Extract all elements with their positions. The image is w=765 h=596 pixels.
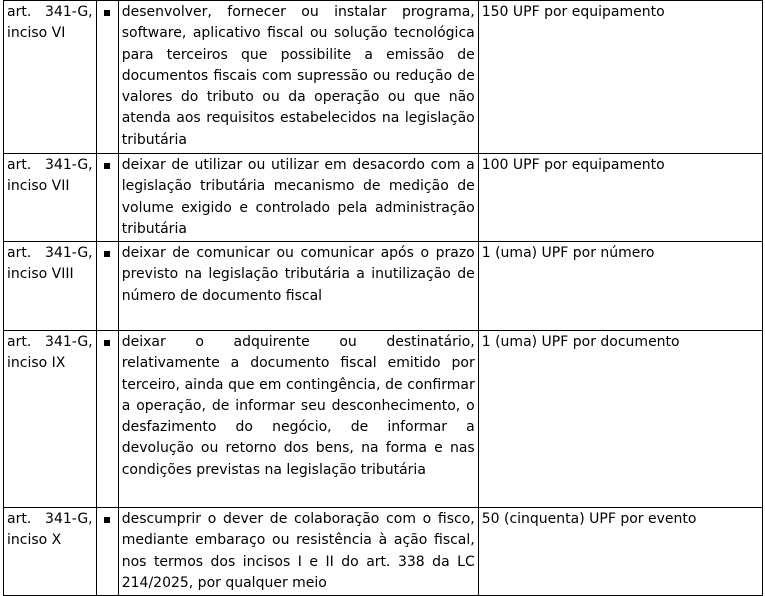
table-row: [4, 154, 763, 242]
square-bullet-icon: [104, 340, 110, 346]
bullet-cell: [96, 242, 118, 331]
square-bullet-icon: [104, 517, 110, 523]
penalty-value: 150 UPF por equipamento: [478, 1, 762, 154]
penalty-value: 100 UPF por equipamento: [478, 154, 762, 242]
article-reference: art. 341-G,: [7, 157, 93, 173]
inciso-reference: inciso VIII: [7, 266, 74, 283]
table-row: [4, 1, 763, 154]
bullet-cell: [96, 508, 118, 596]
penalty-value: 1 (uma) UPF por número: [478, 242, 762, 331]
square-bullet-icon: [104, 251, 110, 257]
square-bullet-icon: [104, 163, 110, 169]
infraction-description: descumprir o dever de colaboração com o fisco, mediante embaraço ou resistência à ação fiscal, nos termos dos incisos I e II do art. 338 da LC 214/2025, por qualquer meio: [118, 508, 478, 596]
inciso-reference: inciso X: [7, 532, 62, 549]
infraction-description: deixar de comunicar ou comunicar após o prazo previsto na legislação tributária a inutilização de número de documento fiscal: [118, 242, 478, 331]
bullet-cell: [96, 1, 118, 154]
bullet-cell: [96, 331, 118, 508]
penalty-value: 1 (uma) UPF por documento: [478, 331, 762, 508]
penalties-table: [3, 0, 763, 596]
bullet-cell: [96, 154, 118, 242]
article-reference: art. 341-G,: [7, 245, 93, 261]
article-reference-cell: [4, 242, 97, 331]
article-reference: art. 341-G,: [7, 4, 93, 20]
article-reference-cell: [4, 154, 97, 242]
infraction-description: deixar de utilizar ou utilizar em desacordo com a legislação tributária mecanismo de medição de volume exigido e controlado pela administração tributária: [118, 154, 478, 242]
infraction-description: desenvolver, fornecer ou instalar programa, software, aplicativo fiscal ou solução tecnológica para terceiros que possibilite a emissão de documentos fiscais com supressão ou redução de valores do tributo ou da operação ou que não atenda aos requisitos estabelecidos na legislação tributária: [118, 1, 478, 154]
infraction-description: deixar o adquirente ou destinatário, relativamente a documento fiscal emitido por terceiro, ainda que em contingência, de confirmar a operação, de informar seu desconhecimento, o desfazimento do negócio, de informar a devolução ou retorno dos bens, na forma e nas condições previstas na legislação tributária: [118, 331, 478, 508]
table-row: [4, 242, 763, 331]
article-reference-cell: [4, 331, 97, 508]
square-bullet-icon: [104, 10, 110, 16]
article-reference: art. 341-G,: [7, 511, 93, 527]
penalty-value: 50 (cinquenta) UPF por evento: [478, 508, 762, 596]
inciso-reference: inciso IX: [7, 355, 66, 372]
inciso-reference: inciso VI: [7, 25, 66, 42]
table-row: [4, 331, 763, 508]
article-reference-cell: [4, 1, 97, 154]
inciso-reference: inciso VII: [7, 178, 70, 195]
table-row: [4, 508, 763, 596]
article-reference-cell: [4, 508, 97, 596]
article-reference: art. 341-G,: [7, 334, 93, 350]
